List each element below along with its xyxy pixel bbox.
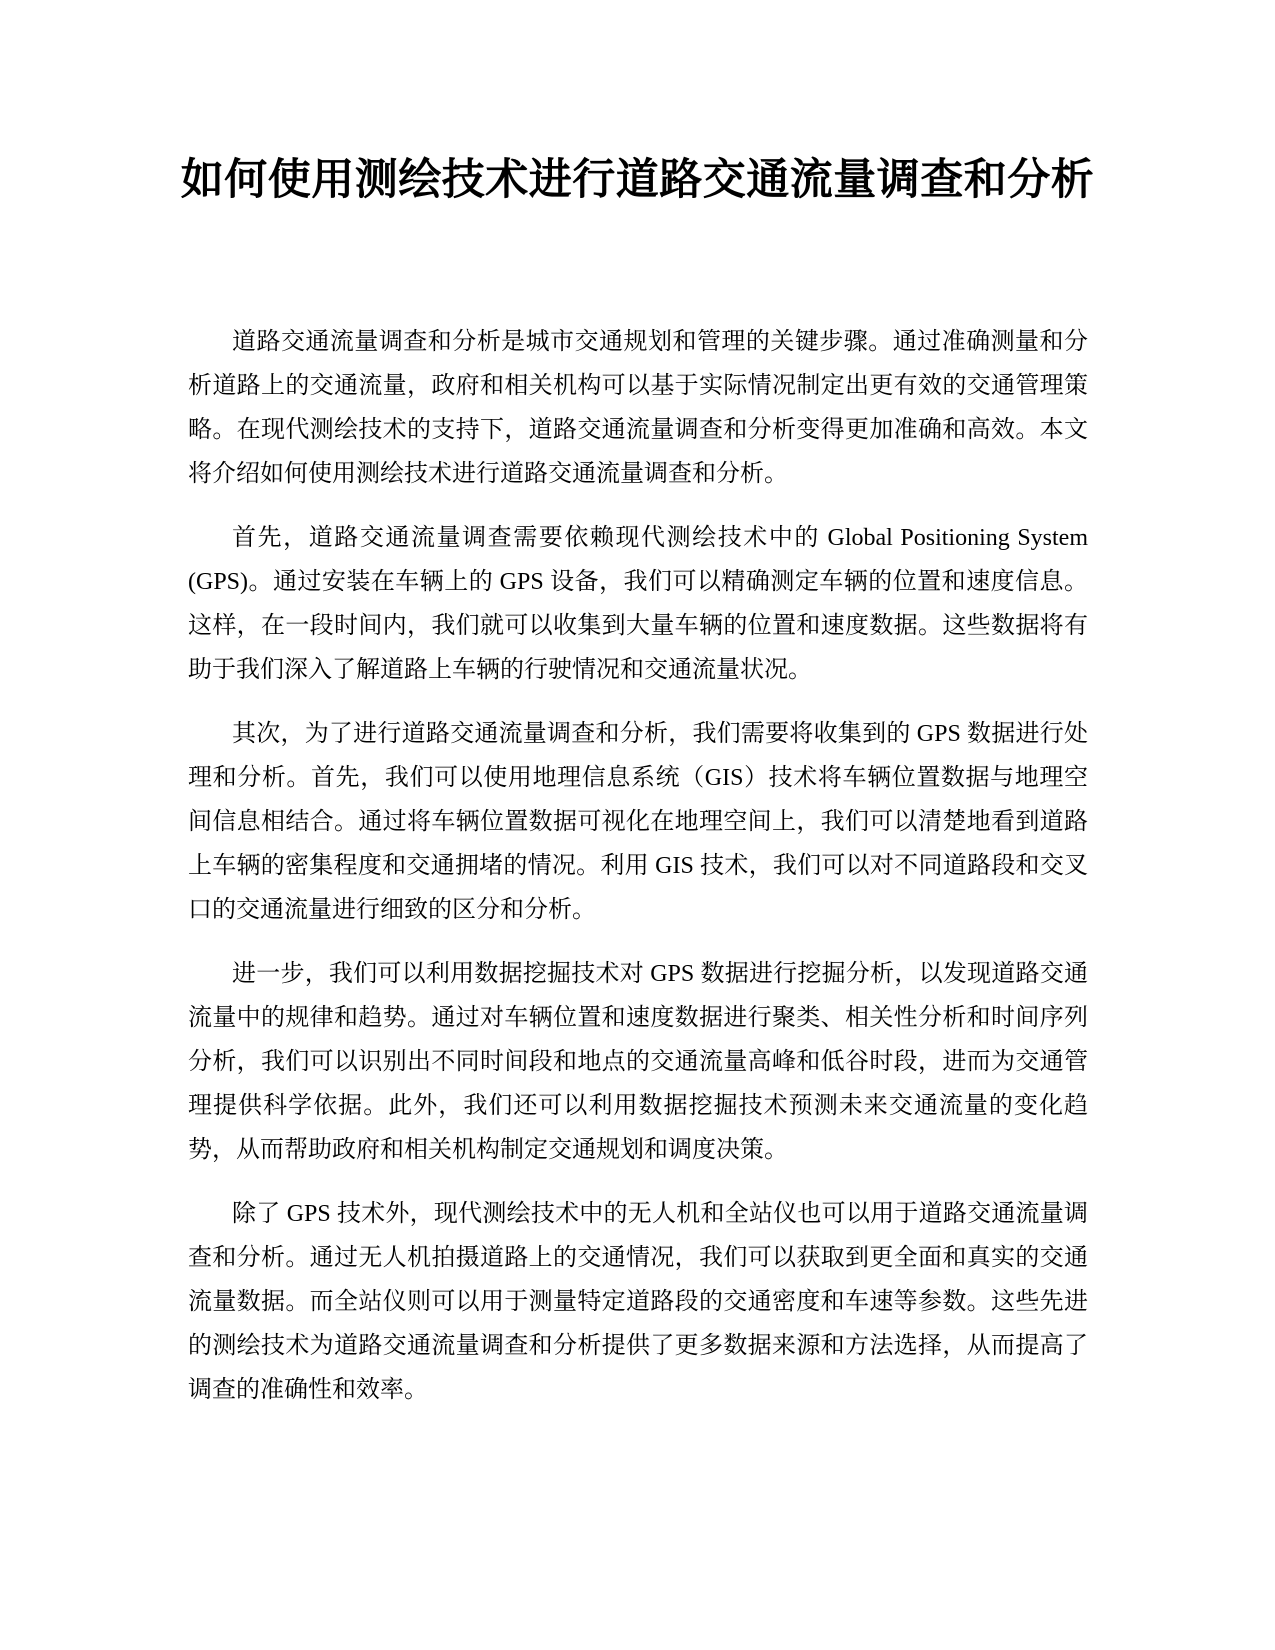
paragraph-5: 除了 GPS 技术外，现代测绘技术中的无人机和全站仪也可以用于道路交通流量调查和分析。通过无人机拍摄道路上的交通情况，我们可以获取到更全面和真实的交通流量数据。而全站仪则可以用于测量特定道路段的交通密度和车速等参数。这些先进的测绘技术为道路交通流量调查和分析提供了更多数据来源和方法选择，从而提高了调查的准确性和效率。 bbox=[188, 1201, 1088, 1403]
document-body bbox=[188, 320, 1088, 1432]
paragraph-2: 首先，道路交通流量调查需要依赖现代测绘技术中的 Global Positioning System (GPS)。通过安装在车辆上的 GPS 设备，我们可以精确测定车辆的位置和速度信息。这样，在一段时间内，我们就可以收集到大量车辆的位置和速度数据。这些数据将有助于我们深入了解道路上车辆的行驶情况和交通流量状况。 bbox=[188, 525, 1088, 683]
paragraph-1: 道路交通流量调查和分析是城市交通规划和管理的关键步骤。通过准确测量和分析道路上的交通流量，政府和相关机构可以基于实际情况制定出更有效的交通管理策略。在现代测绘技术的支持下，道路交通流量调查和分析变得更加准确和高效。本文将介绍如何使用测绘技术进行道路交通流量调查和分析。 bbox=[188, 329, 1088, 487]
paragraph-4: 进一步，我们可以利用数据挖掘技术对 GPS 数据进行挖掘分析，以发现道路交通流量中的规律和趋势。通过对车辆位置和速度数据进行聚类、相关性分析和时间序列分析，我们可以识别出不同时间段和地点的交通流量高峰和低谷时段，进而为交通管理提供科学依据。此外，我们还可以利用数据挖掘技术预测未来交通流量的变化趋势，从而帮助政府和相关机构制定交通规划和调度决策。 bbox=[188, 961, 1088, 1163]
paragraph-3: 其次，为了进行道路交通流量调查和分析，我们需要将收集到的 GPS 数据进行处理和分析。首先，我们可以使用地理信息系统（GIS）技术将车辆位置数据与地理空间信息相结合。通过将车辆位置数据可视化在地理空间上，我们可以清楚地看到道路上车辆的密集程度和交通拥堵的情况。利用 GIS 技术，我们可以对不同道路段和交叉口的交通流量进行细致的区分和分析。 bbox=[188, 721, 1088, 923]
document-title: 如何使用测绘技术进行道路交通流量调查和分析 bbox=[180, 155, 1095, 205]
